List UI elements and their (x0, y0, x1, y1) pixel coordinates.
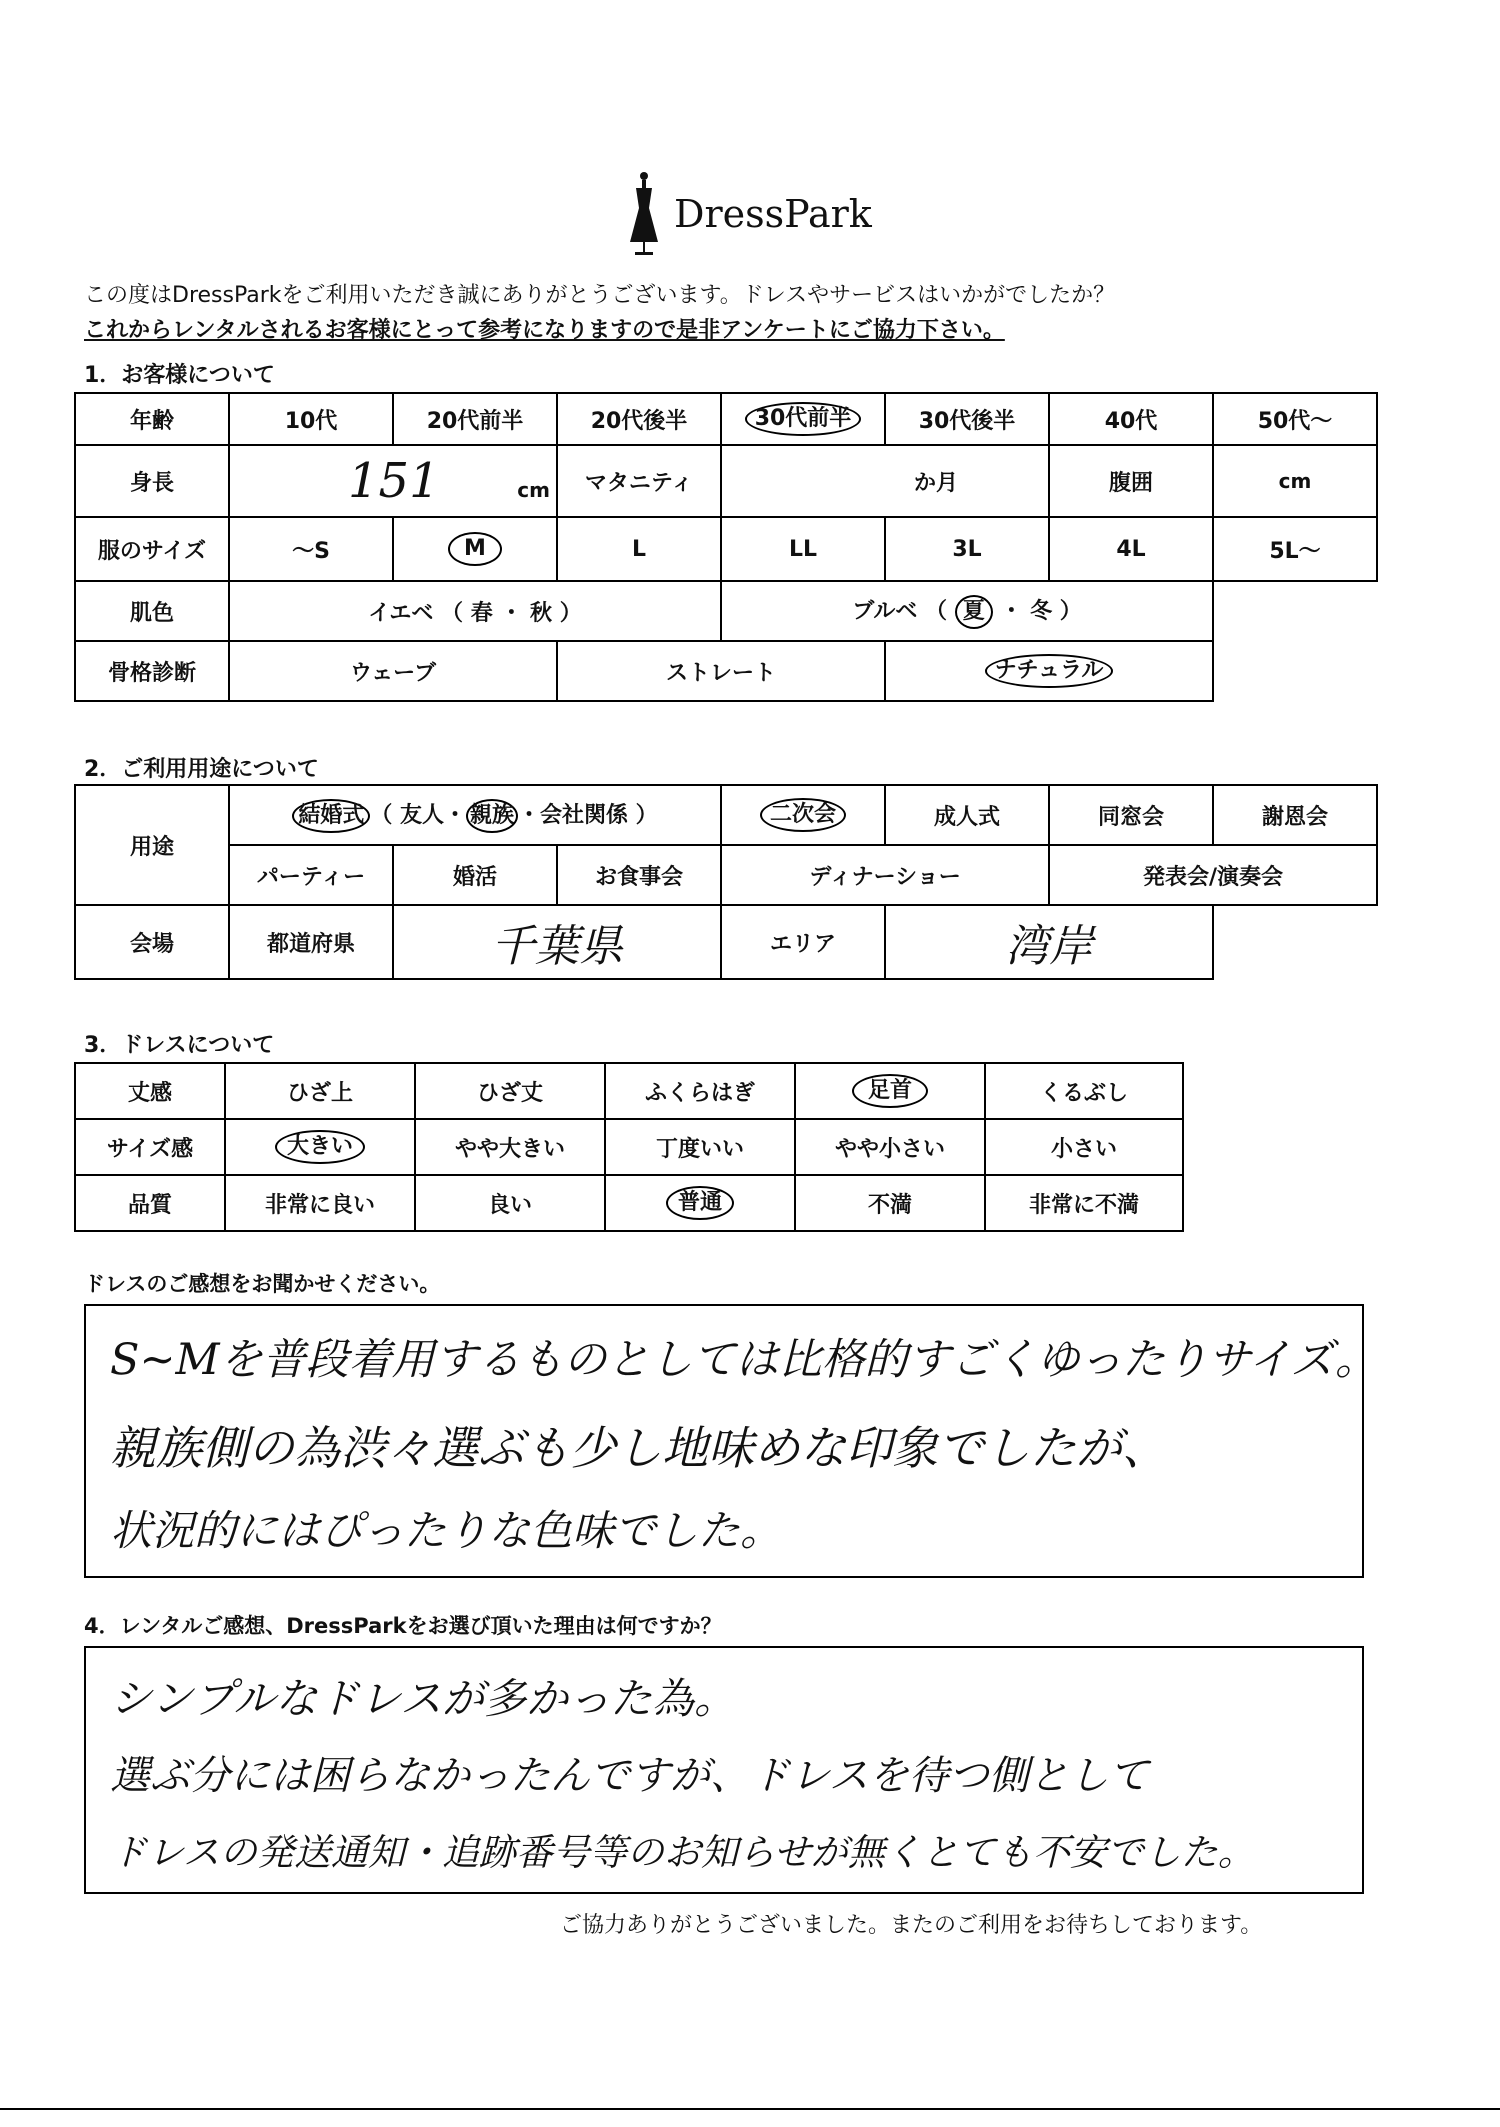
reason-line: ドレスの発送通知・追跡番号等のお知らせが無くとても不安でした。 (110, 1831, 1255, 1874)
fit-row (75, 1119, 1183, 1175)
months-unit: か月 (913, 470, 958, 496)
selection-circle: ナチュラル (985, 654, 1114, 688)
selection-circle: 大きい (275, 1130, 365, 1164)
brand-name: DressPark (674, 192, 872, 236)
waist-unit: cm (1278, 468, 1312, 493)
maternity-label: マタニティ (557, 445, 721, 517)
skin-blue-suffix: ・ 冬 ） (1000, 598, 1082, 624)
height-row (75, 445, 1377, 517)
impression-line: 親族側の為渋々選ぶも少し地味めな印象でしたが、 (110, 1421, 1168, 1475)
pref-label: 都道府県 (229, 905, 393, 979)
area-label: エリア (721, 905, 885, 979)
length-option[interactable]: ひざ丈 (415, 1063, 605, 1119)
height-field[interactable] (229, 445, 557, 517)
frame-option-selected[interactable] (885, 641, 1213, 701)
purpose-option[interactable]: 謝恩会 (1213, 785, 1377, 845)
pref-value: 千葉県 (491, 921, 623, 972)
quality-option[interactable]: 非常に不満 (985, 1175, 1183, 1231)
purpose-option[interactable]: 発表会/演奏会 (1049, 845, 1377, 905)
quality-option[interactable]: 非常に良い (225, 1175, 415, 1231)
dress-table (74, 1062, 1184, 1232)
age-row (75, 393, 1377, 445)
purpose-label: 用途 (75, 785, 229, 905)
skin-row (75, 581, 1377, 641)
area-field[interactable] (885, 905, 1213, 979)
quality-option[interactable]: 不満 (795, 1175, 985, 1231)
purpose-option[interactable]: お食事会 (557, 845, 721, 905)
frame-label: 骨格診断 (75, 641, 229, 701)
wedding-detail-a: （ 友人・ (370, 802, 466, 828)
length-label: 丈感 (75, 1063, 225, 1119)
size-option-selected[interactable] (393, 517, 557, 581)
impression-line: S~Mを普段着用するものとしては比格的すごくゆったりサイズ。 (110, 1335, 1378, 1385)
wedding-detail-b: ・会社関係 ） (518, 802, 658, 828)
age-option[interactable]: 20代前半 (393, 393, 557, 445)
purpose-option[interactable]: 婚活 (393, 845, 557, 905)
fit-label: サイズ感 (75, 1119, 225, 1175)
size-option[interactable]: ～S (229, 517, 393, 581)
length-option[interactable]: ふくらはぎ (605, 1063, 795, 1119)
frame-option[interactable]: ストレート (557, 641, 885, 701)
age-option[interactable]: 10代 (229, 393, 393, 445)
selection-circle: 足首 (852, 1074, 928, 1108)
size-option[interactable]: 4L (1049, 517, 1213, 581)
purpose-option[interactable]: ディナーショー (721, 845, 1049, 905)
length-option[interactable]: ひざ上 (225, 1063, 415, 1119)
length-option[interactable]: くるぶし (985, 1063, 1183, 1119)
frame-option[interactable]: ウェーブ (229, 641, 557, 701)
purpose-table (74, 784, 1378, 980)
scan-edge-line (0, 2108, 1500, 2110)
size-row (75, 517, 1377, 581)
selection-circle: M (448, 532, 502, 566)
venue-label: 会場 (75, 905, 229, 979)
impression-title: ドレスのご感想をお聞かせください。 (84, 1272, 441, 1296)
impression-line: 状況的にはぴったりな色味でした。 (110, 1506, 783, 1555)
age-option[interactable]: 50代～ (1213, 393, 1377, 445)
fit-option[interactable]: やや大きい (415, 1119, 605, 1175)
section1-title: 1．お客様について (84, 363, 275, 388)
skin-blue[interactable] (721, 581, 1213, 641)
reason-box[interactable] (84, 1646, 1364, 1894)
height-label: 身長 (75, 445, 229, 517)
length-option-selected[interactable] (795, 1063, 985, 1119)
quality-label: 品質 (75, 1175, 225, 1231)
purpose-option[interactable]: 成人式 (885, 785, 1049, 845)
length-row (75, 1063, 1183, 1119)
purpose-wedding[interactable] (229, 785, 721, 845)
quality-option-selected[interactable] (605, 1175, 795, 1231)
selection-circle: 30代前半 (745, 402, 862, 436)
age-option-selected[interactable] (721, 393, 885, 445)
impression-box[interactable] (84, 1304, 1378, 1578)
section2-title: 2．ご利用用途について (84, 757, 319, 782)
age-option[interactable]: 30代後半 (885, 393, 1049, 445)
selection-circle: 普通 (666, 1186, 734, 1220)
intro-request: これからレンタルされるお客様にとって参考になりますので是非アンケートにご協力下さい。 (84, 318, 1005, 343)
selection-circle: 夏 (955, 595, 993, 629)
section4-title: 4．レンタルご感想、DressParkをお選び頂いた理由は何ですか？ (84, 1614, 722, 1638)
height-unit: cm (517, 478, 550, 502)
size-option[interactable]: 3L (885, 517, 1049, 581)
dress-mannequin-icon (624, 170, 664, 260)
size-label: 服のサイズ (75, 517, 229, 581)
skin-blue-prefix: ブルベ （ (852, 598, 948, 624)
age-option[interactable]: 20代後半 (557, 393, 721, 445)
customer-table (74, 392, 1378, 702)
quality-row (75, 1175, 1183, 1231)
size-option[interactable]: LL (721, 517, 885, 581)
selection-circle: 親族 (466, 799, 518, 833)
pref-field[interactable] (393, 905, 721, 979)
skin-label: 肌色 (75, 581, 229, 641)
frame-row (75, 641, 1377, 701)
selection-circle: 二次会 (760, 798, 846, 832)
section3-title: 3．ドレスについて (84, 1033, 275, 1058)
fit-option[interactable]: 小さい (985, 1119, 1183, 1175)
age-label: 年齢 (75, 393, 229, 445)
area-value: 湾岸 (1005, 921, 1094, 972)
maternity-field[interactable] (721, 445, 1049, 517)
fit-option[interactable]: やや小さい (795, 1119, 985, 1175)
age-option[interactable]: 40代 (1049, 393, 1213, 445)
purpose-option[interactable]: 同窓会 (1049, 785, 1213, 845)
size-option[interactable]: L (557, 517, 721, 581)
quality-option[interactable]: 良い (415, 1175, 605, 1231)
selection-circle: 結婚式 (292, 799, 370, 833)
waist-label: 腹囲 (1049, 445, 1213, 517)
footer-thanks: ご協力ありがとうございました。またのご利用をお待ちしております。 (560, 1913, 1263, 1938)
intro-text: この度はDressParkをご利用いただき誠にありがとうございます。ドレスやサービスはいかがでしたか？ (84, 283, 1116, 308)
skin-yellow[interactable]: イエベ （ 春 ・ 秋 ） (229, 581, 721, 641)
waist-field[interactable] (1213, 445, 1377, 517)
reason-line: 選ぶ分には困らなかったんですが、ドレスを待つ側として (110, 1753, 1149, 1799)
purpose-option[interactable]: パーティー (229, 845, 393, 905)
purpose-option-selected[interactable] (721, 785, 885, 845)
fit-option-selected[interactable] (225, 1119, 415, 1175)
size-option[interactable]: 5L～ (1213, 517, 1377, 581)
fit-option[interactable]: 丁度いい (605, 1119, 795, 1175)
reason-line: シンプルなドレスが多かった為。 (110, 1674, 737, 1723)
brand-logo (600, 170, 900, 265)
height-value: 151 (348, 453, 440, 509)
